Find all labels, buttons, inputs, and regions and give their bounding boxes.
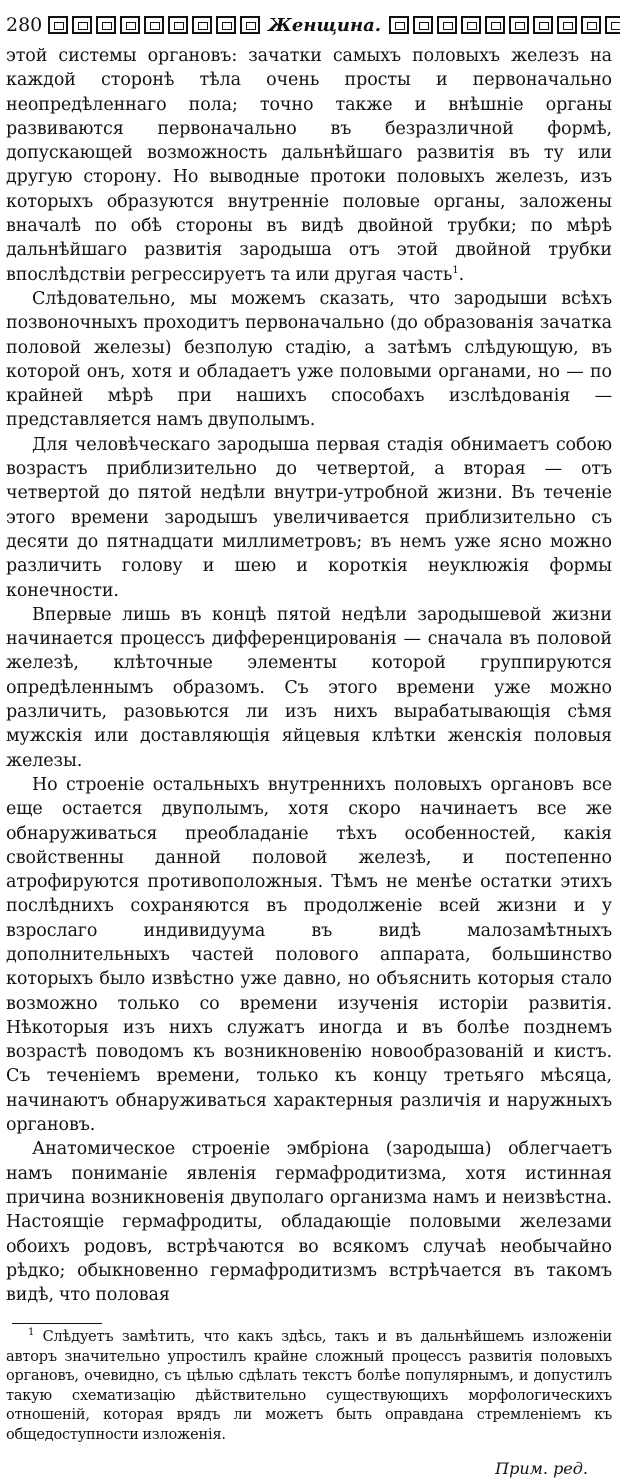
ornament-box [557,16,577,34]
main-text [6,44,612,1307]
paragraph: Анатомическое строеніе эмбріона (зародыша) облегчаетъ намъ пониманіе явленія гермафродитизма, хотя истинная причина возникновенія двуполаго организма намъ и неизвѣстна. Настоящіе гермафродиты, обладающіе половыми железами обоихъ родовъ, встрѣчаются во всякомъ случаѣ необычайно рѣдко; обыкновенно гермафродитизмъ встрѣчается въ такомъ видѣ, что половая [6,1139,612,1306]
ornament-box [120,16,140,34]
ornament-box [581,16,601,34]
ornament-box [48,16,68,34]
ornament-box [509,16,529,34]
ornament-box [461,16,481,34]
footnote-divider [12,1323,102,1324]
ornament-box [389,16,409,34]
footnote-marker: 1 [28,1327,35,1339]
paragraph: Но строеніе остальныхъ внутреннихъ половыхъ органовъ все еще остается двуполымъ, хотя скоро начинаетъ все же обнаруживаться преобладаніе тѣхъ особенностей, какія свойственны данной половой железѣ, и постепенно атрофируются противоположныя. Тѣмъ не менѣе остатки этихъ послѣднихъ сохраняются въ продолженіе всей жизни и у взрослаго индивидуума въ видѣ малозамѣтныхъ дополнительныхъ частей полового аппарата, большинство которыхъ было извѣстно уже давно, но объяснить которыя стало возможно только со времени изученія исторіи развитія. Нѣкоторыя изъ нихъ служатъ иногда и въ болѣе позднемъ возрастѣ поводомъ къ возникновенію новообразованій и кистъ. Съ теченіемъ времени, только къ концу третьяго мѣсяца, начинаютъ обнаруживаться характерныя различія и наружныхъ органовъ. [6,774,612,1136]
ornament-box [168,16,188,34]
ornament-box [192,16,212,34]
footnote-reference: 1 [452,264,459,276]
footnote-paragraph [6,1328,612,1445]
paragraph: этой системы органовъ: зачатки самыхъ половыхъ железъ на каждой сторонѣ тѣла очень просты и первоначально неопредѣленнаго пола; точно также и внѣшніе органы развиваются первоначально въ безразличной формѣ, допускающей возможность дальнѣйшаго развитія въ ту или другую сторону. Но выводные протоки половыхъ железъ, изъ которыхъ образуются внутренніе половые органы, заложены вначалѣ по обѣ стороны въ видѣ двойной трубки; по мѣрѣ дальнѣйшаго развитія зародыша отъ этой двойной трубки впослѣдствіи регрессируетъ та или другая часть$^1$. [6,46,612,285]
ornament-box [240,16,260,34]
ornament-box [216,16,236,34]
paragraph: Для человѣческаго зародыша первая стадія обнимаетъ собою возрастъ приблизительно до четвертой, а вторая — отъ четвертой до пятой недѣли внутри-утробной жизни. Въ теченіе этого времени зародышъ увеличивается приблизительно съ десяти до пятнадцати миллиметровъ; въ немъ уже ясно можно различить голову и шею и короткія неуклюжія формы конечности. [6,434,612,601]
editor-note-signature: Прим. ред. [495,1459,588,1478]
ornament-box [485,16,505,34]
paragraph: Впервые лишь въ концѣ пятой недѣли зародышевой жизни начинается процессъ дифференцированія — сначала въ половой железѣ, клѣточные элементы которой группируются опредѣленнымъ образомъ. Съ этого времени уже можно различить, разовьются ли изъ нихъ вырабатывающія сѣмя мужскія или доставляющія яйцевыя клѣтки женскія половыя железы. [6,604,612,771]
running-title: Женщина. [268,14,382,36]
paragraph: Слѣдовательно, мы можемъ сказать, что зародыши всѣхъ позвоночныхъ проходитъ первоначально (до образованія зачатка половой железы) безполую стадію, а затѣмъ слѣдующую, въ которой онъ, хотя и обладаетъ уже половыми органами, но — по крайней мѣрѣ при нашихъ способахъ изслѣдованія — представляется намъ двуполымъ. [6,288,612,431]
footnote [6,1328,612,1478]
ornament-box [605,16,620,34]
page-header [6,12,612,38]
ornament-box [413,16,433,34]
ornament-box [437,16,457,34]
paragraph-text: этой системы органовъ: зачатки самыхъ половыхъ железъ на каждой сторонѣ тѣла очень просты и первоначально неопредѣленнаго пола; точно также и внѣшніе органы развиваются первоначально въ безразличной формѣ, допускающей возможность дальнѣйшаго развитія въ ту или другую сторону. Но выводные протоки половыхъ железъ, изъ которыхъ образуются внутренніе половые органы, заложены вначалѣ по обѣ стороны въ видѣ двойной трубки; по мѣрѣ дальнѣйшаго развитія зародыша отъ этой двойной трубки впослѣдствіи регрессируетъ та или другая часть [6,46,612,285]
ornament-box [72,16,92,34]
ornament-box [533,16,553,34]
page-number: 280 [6,14,43,36]
header-ornament-right [389,16,620,34]
ornament-box [96,16,116,34]
footnote-text: Слѣдуетъ замѣтить, что какъ здѣсь, такъ и въ дальнѣйшемъ изложеніи авторъ значительно упростилъ крайне сложный процессъ развитія половыхъ органовъ, очевидно, съ цѣлью сдѣлать текстъ болѣе популярнымъ, и допустилъ такую схематизацію дѣйствительно существующихъ морфологическихъ отношеній, которая врядъ ли можетъ быть оправдана стремленіемъ къ общедоступности изложенія. [6,1329,612,1443]
ornament-box [144,16,164,34]
header-ornament-left [48,16,260,34]
